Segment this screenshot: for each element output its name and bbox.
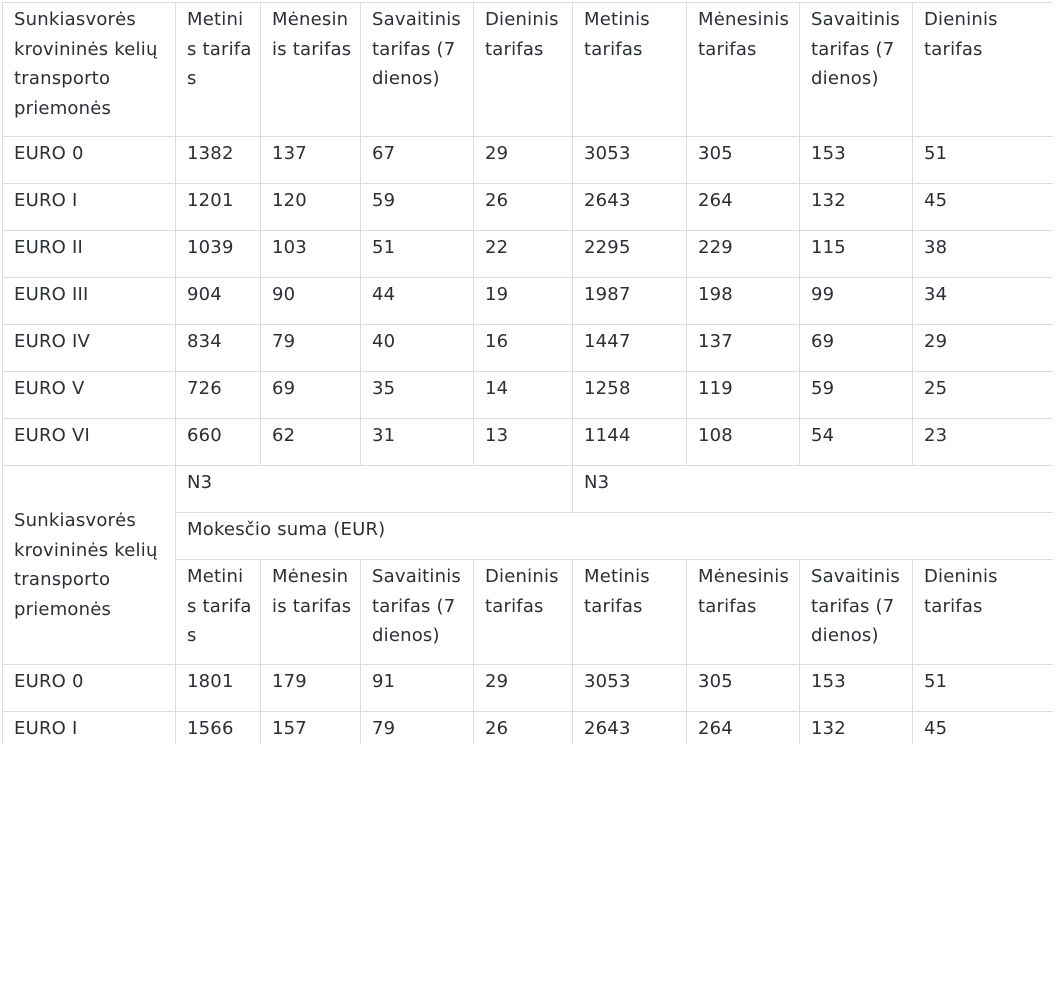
table2-row-label: EURO 0: [3, 665, 176, 712]
table1-cell: 103: [261, 231, 361, 278]
table2-cell: 45: [913, 712, 1054, 745]
table2-header-cell: Mėnesinis tarifas: [687, 560, 800, 665]
table1-cell: 137: [687, 325, 800, 372]
table1-row: [3, 419, 1054, 466]
table2-cell: 157: [261, 712, 361, 745]
table1-cell: 29: [913, 325, 1054, 372]
table1-row-label: EURO I: [3, 184, 176, 231]
table1-row: [3, 278, 1054, 325]
table1-cell: 229: [687, 231, 800, 278]
table2-cell: 2643: [573, 712, 687, 745]
table1-cell: 1039: [176, 231, 261, 278]
table1-header-row: [3, 3, 1054, 137]
table1-cell: 16: [474, 325, 573, 372]
table2-cell: 79: [361, 712, 474, 745]
table1-cell: 1447: [573, 325, 687, 372]
table1-cell: 45: [913, 184, 1054, 231]
table1-cell: 51: [361, 231, 474, 278]
table1-cell: 38: [913, 231, 1054, 278]
table1-row-label: EURO V: [3, 372, 176, 419]
table2-cell: 29: [474, 665, 573, 712]
table1-cell: 1987: [573, 278, 687, 325]
table2-row: [3, 712, 1054, 745]
table1-cell: 51: [913, 137, 1054, 184]
table1-cell: 69: [800, 325, 913, 372]
table1-cell: 2295: [573, 231, 687, 278]
table1-cell: 40: [361, 325, 474, 372]
table2-row: [3, 665, 1054, 712]
table1-cell: 132: [800, 184, 913, 231]
table1-cell: 26: [474, 184, 573, 231]
table1-cell: 14: [474, 372, 573, 419]
table1-cell: 79: [261, 325, 361, 372]
table2-tax-label: Mokesčio suma (EUR): [176, 513, 1054, 560]
table2-header-cell: Metinis tarifas: [573, 560, 687, 665]
table1-cell: 108: [687, 419, 800, 466]
table1-cell: 1144: [573, 419, 687, 466]
table2-header-cell: Metinis tarifas: [176, 560, 261, 665]
table1-cell: 59: [361, 184, 474, 231]
table1-row: [3, 372, 1054, 419]
table1-cell: 23: [913, 419, 1054, 466]
table1-row: [3, 231, 1054, 278]
table1-cell: 1201: [176, 184, 261, 231]
table2-cell: 153: [800, 665, 913, 712]
table1-cell: 44: [361, 278, 474, 325]
table1-row: [3, 325, 1054, 372]
table2-cell: 305: [687, 665, 800, 712]
table2-header-cell: Dieninis tarifas: [913, 560, 1054, 665]
table1-cell: 904: [176, 278, 261, 325]
table2-group-right: N3: [573, 466, 1054, 513]
table2-group-row: [3, 466, 1054, 513]
table1-header-cell: Savaitinis tarifas (7 dienos): [800, 3, 913, 137]
table2-cell: 3053: [573, 665, 687, 712]
table1-cell: 2643: [573, 184, 687, 231]
table1-cell: 264: [687, 184, 800, 231]
table1-cell: 34: [913, 278, 1054, 325]
table1-row-label: EURO II: [3, 231, 176, 278]
table1-cell: 3053: [573, 137, 687, 184]
table1-cell: 31: [361, 419, 474, 466]
table1-cell: 726: [176, 372, 261, 419]
table2-cell: 91: [361, 665, 474, 712]
table2-header-cell: Savaitinis tarifas (7 dienos): [800, 560, 913, 665]
table1-cell: 120: [261, 184, 361, 231]
table1-cell: 35: [361, 372, 474, 419]
tariff-table-container: [2, 2, 1053, 744]
table1-row: [3, 184, 1054, 231]
table1-cell: 137: [261, 137, 361, 184]
table2-header-cell: Savaitinis tarifas (7 dienos): [361, 560, 474, 665]
table1-cell: 19: [474, 278, 573, 325]
table2-row-label: EURO I: [3, 712, 176, 745]
table1-cell: 67: [361, 137, 474, 184]
table1-cell: 1382: [176, 137, 261, 184]
table1-cell: 1258: [573, 372, 687, 419]
table2-cell: 1801: [176, 665, 261, 712]
table1-cell: 305: [687, 137, 800, 184]
table1-cell: 29: [474, 137, 573, 184]
table2-cell: 51: [913, 665, 1054, 712]
table1-row-label: EURO 0: [3, 137, 176, 184]
table1-cell: 90: [261, 278, 361, 325]
table2-corner-label: Sunkiasvorės krovininės kelių transporto priemonės: [3, 466, 176, 665]
table1-header-cell: Savaitinis tarifas (7 dienos): [361, 3, 474, 137]
table2-cell: 26: [474, 712, 573, 745]
table1-cell: 660: [176, 419, 261, 466]
table2-group-left: N3: [176, 466, 573, 513]
table2-body: [3, 665, 1054, 745]
table1-header-cell: Metinis tarifas: [176, 3, 261, 137]
table1-cell: 13: [474, 419, 573, 466]
table1-header-cell: Mėnesinis tarifas: [687, 3, 800, 137]
table1-cell: 119: [687, 372, 800, 419]
tariff-table: [2, 2, 1053, 744]
table2-header-cell: Mėnesinis tarifas: [261, 560, 361, 665]
table2-cell: 179: [261, 665, 361, 712]
table2-cell: 132: [800, 712, 913, 745]
table1-cell: 54: [800, 419, 913, 466]
table2-header-cell: Dieninis tarifas: [474, 560, 573, 665]
table1-body: [3, 137, 1054, 466]
table1-cell: 62: [261, 419, 361, 466]
table1-cell: 834: [176, 325, 261, 372]
table1-row-label: EURO VI: [3, 419, 176, 466]
table1-cell: 115: [800, 231, 913, 278]
table1-header-cell: Dieninis tarifas: [474, 3, 573, 137]
table1-cell: 69: [261, 372, 361, 419]
table1-cell: 198: [687, 278, 800, 325]
table1-cell: 59: [800, 372, 913, 419]
table2-cell: 1566: [176, 712, 261, 745]
table1-header-cell: Mėnesinis tarifas: [261, 3, 361, 137]
table1-row: [3, 137, 1054, 184]
table1-cell: 153: [800, 137, 913, 184]
table1-cell: 99: [800, 278, 913, 325]
table1-header-cell: Dieninis tarifas: [913, 3, 1054, 137]
table2-cell: 264: [687, 712, 800, 745]
table1-cell: 25: [913, 372, 1054, 419]
table1-row-label: EURO IV: [3, 325, 176, 372]
table1-corner-label: Sunkiasvorės krovininės kelių transporto priemonės: [3, 3, 176, 137]
table1-header-cell: Metinis tarifas: [573, 3, 687, 137]
table1-cell: 22: [474, 231, 573, 278]
table1-row-label: EURO III: [3, 278, 176, 325]
